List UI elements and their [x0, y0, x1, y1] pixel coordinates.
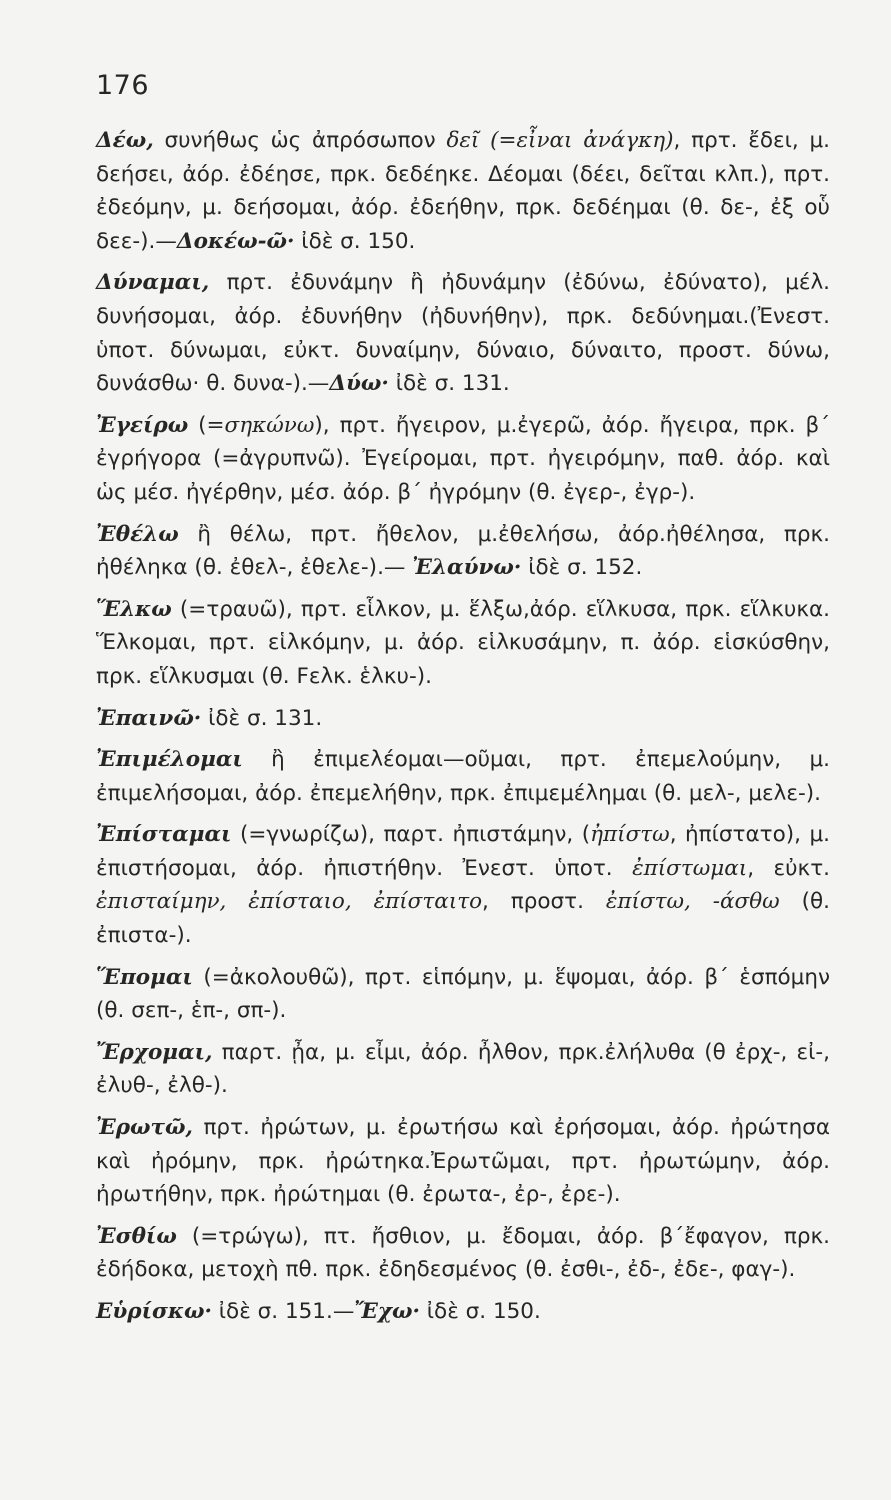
- cross-ref-lemma: Ἐλαύνω·: [412, 555, 522, 581]
- entry-ethelo: [96, 518, 830, 585]
- entry-epimelomai: [96, 743, 830, 810]
- lemma: Ἐθέλω: [96, 521, 179, 547]
- lemma: Ἕπομαι: [96, 964, 193, 990]
- entry-italic: ἐπισταίμην, ἐπίσταιο, ἐπίσταιτο: [96, 889, 483, 915]
- entry-text: (=τρώγω), πτ. ἤσθιον, μ. ἔδομαι, ἀόρ. β΄ἔφαγον, πρκ. ἐδήδοκα, μετοχὴ πθ. πρκ. ἐδηδεσμένος (θ. ἐσθι-, ἐδ-, ἐδε-, φαγ-).: [96, 1223, 830, 1283]
- entry-deo: [96, 124, 830, 258]
- entry-italic: =σηκώνω: [206, 412, 315, 438]
- entry-heurisko: [96, 1295, 830, 1329]
- entry-text: ἰδὲ σ. 152.: [521, 555, 643, 581]
- entry-text: πρτ. ἠρώτων, μ. ἐρωτήσω καὶ ἐρήσομαι, ἀόρ. ἠρώτησα καὶ ἠρόμην, πρκ. ἠρώτηκα.Ἐρωτῶμαι, πρτ. ἠρωτώμην, ἀόρ. ἠρωτήθην, πρκ. ἠρώτημαι (θ. ἐρωτα-, ἐρ-, ἐρε-).: [96, 1115, 830, 1208]
- entry-text: (θ. ἐπιστα-).: [96, 889, 830, 949]
- entry-erchomai: [96, 1036, 830, 1103]
- entry-helko: [96, 593, 830, 694]
- entry-dynamai: [96, 266, 830, 400]
- cross-ref-lemma: Δοκέω-ῶ·: [176, 228, 295, 254]
- entry-epaino: [96, 702, 830, 736]
- entry-text: ἢ ἐπιμελέομαι—οῦμαι, πρτ. ἐπεμελούμην, μ. ἐπιμελήσομαι, ἀόρ. ἐπεμελήθην, πρκ. ἐπιμεμέλημαι (θ. μελ-, μελε-).: [96, 747, 830, 806]
- entry-text: συνήθως ὡς ἀπρόσωπον: [153, 128, 447, 153]
- lemma: Δέω,: [96, 128, 154, 153]
- entry-text: (=ἀκολουθῶ), πρτ. εἱπόμην, μ. ἕψομαι, ἀόρ. β΄ ἑσπόμην (θ. σεπ-, ἑπ-, σπ-).: [96, 964, 830, 1024]
- entry-text: ἰδὲ σ. 151.—: [211, 1299, 355, 1324]
- lemma: Ἐρωτῶ,: [96, 1115, 193, 1141]
- entry-text: ἰδὲ σ. 150.: [294, 228, 416, 254]
- lemma: Ἐσθίω: [96, 1223, 177, 1249]
- lemma: Ἐπίσταμαι: [96, 822, 232, 848]
- entry-text: , προστ.: [482, 889, 606, 915]
- lemma: Εὑρίσκω·: [96, 1299, 212, 1324]
- entry-text: (=γνωρίζω), παρτ. ἠπιστάμην, (: [231, 822, 591, 848]
- entry-text: ἰδὲ σ. 131.: [201, 705, 323, 731]
- verb-entries: [96, 124, 830, 1337]
- lemma: Ἕλκω: [96, 596, 172, 622]
- entry-eroto: [96, 1111, 830, 1212]
- cross-ref-lemma: Δύω·: [329, 371, 389, 397]
- entry-text: , ἠπίστατο), μ. ἐπιστήσομαι, ἀόρ. ἠπιστήθην. Ἐνεστ. ὑποτ.: [96, 822, 830, 881]
- entry-egeiro: [96, 409, 830, 510]
- lemma: Ἐγείρω: [96, 412, 189, 438]
- lemma: Ἔρχομαι,: [96, 1039, 213, 1065]
- entry-text: , πρτ. ἔδει, μ. δεήσει, ἀόρ. ἐδέησε, πρκ. δεδέηκε. Δέομαι (δέει, δεῖται κλπ.), πρτ. ἐδεόμην, μ. δεήσομαι, ἀόρ. ἐδεήθην, πρκ. δεδέημαι (θ. δε-, ἐξ οὗ δεε-).—: [96, 128, 830, 254]
- entry-italic: ἐπίστωμαι: [632, 855, 748, 881]
- entry-text: (=τραυῶ), πρτ. εἷλκον, μ. ἕλξω,ἀόρ. εἵλκυσα, πρκ. εἵλκυκα. Ἕλκομαι, πρτ. εἱλκόμην, μ. ἀόρ. εἱλκυσάμην, π. ἀόρ. εἱσκύσθην, πρκ. εἵλκυσμαι (θ. Ϝελκ. ἑλκυ-).: [96, 596, 830, 689]
- entry-italic: δεῖ (=εἶναι ἀνάγκη): [446, 128, 674, 153]
- entry-esthio: [96, 1220, 830, 1287]
- entry-text: ἰδὲ σ. 150.: [419, 1299, 541, 1324]
- page-number: 176: [96, 70, 150, 101]
- entry-italic: ἐπίστω, -άσθω: [605, 889, 780, 915]
- entry-text: παρτ. ᾖα, μ. εἶμι, ἀόρ. ἦλθον, πρκ.ἐλήλυθα (θ ἐρχ-, εἰ-, ἐλυθ-, ἐλθ-).: [96, 1039, 830, 1099]
- entry-text: πρτ. ἐδυνάμην ἢ ἠδυνάμην (ἐδύνω, ἐδύνατο), μέλ. δυνήσομαι, ἀόρ. ἐδυνήθην (ἠδυνήθην), πρκ. δεδύνημαι.(Ἐνεστ. ὑποτ. δύνωμαι, εὐκτ. δυναίμην, δύναιο, δύναιτο, προστ. δύνω, δυνάσθω· θ. δυνα-).—: [96, 270, 830, 397]
- lemma: Ἐπιμέλομαι: [96, 747, 243, 773]
- entry-text: (: [188, 412, 207, 438]
- entry-hepomai: [96, 961, 830, 1028]
- entry-text: , εὐκτ.: [747, 855, 830, 881]
- lemma: Δύναμαι,: [96, 270, 210, 296]
- entry-italic: ἠπίστω: [590, 822, 670, 848]
- entry-epistamai: [96, 818, 830, 952]
- cross-ref-lemma: Ἔχω·: [354, 1299, 420, 1324]
- entry-text: ἰδὲ σ. 131.: [388, 371, 510, 397]
- entry-text: ), πρτ. ἤγειρον, μ.ἐγερῶ, ἀόρ. ἤγειρα, πρκ. β΄ ἐγρήγορα (=ἀγρυπνῶ). Ἐγείρομαι, πρτ. ἠγειρόμην, παθ. ἀόρ. καὶ ὡς μέσ. ἠγέρθην, μέσ. ἀόρ. β΄ ἠγρόμην (θ. ἐγερ-, ἐγρ-).: [96, 412, 830, 505]
- lemma: Ἐπαινῶ·: [96, 705, 202, 731]
- entry-text: ἢ θέλω, πρτ. ἤθελον, μ.ἐθελήσω, ἀόρ.ἠθέλησα, πρκ. ἠθέληκα (θ. ἐθελ-, ἐθελε-).—: [96, 521, 830, 581]
